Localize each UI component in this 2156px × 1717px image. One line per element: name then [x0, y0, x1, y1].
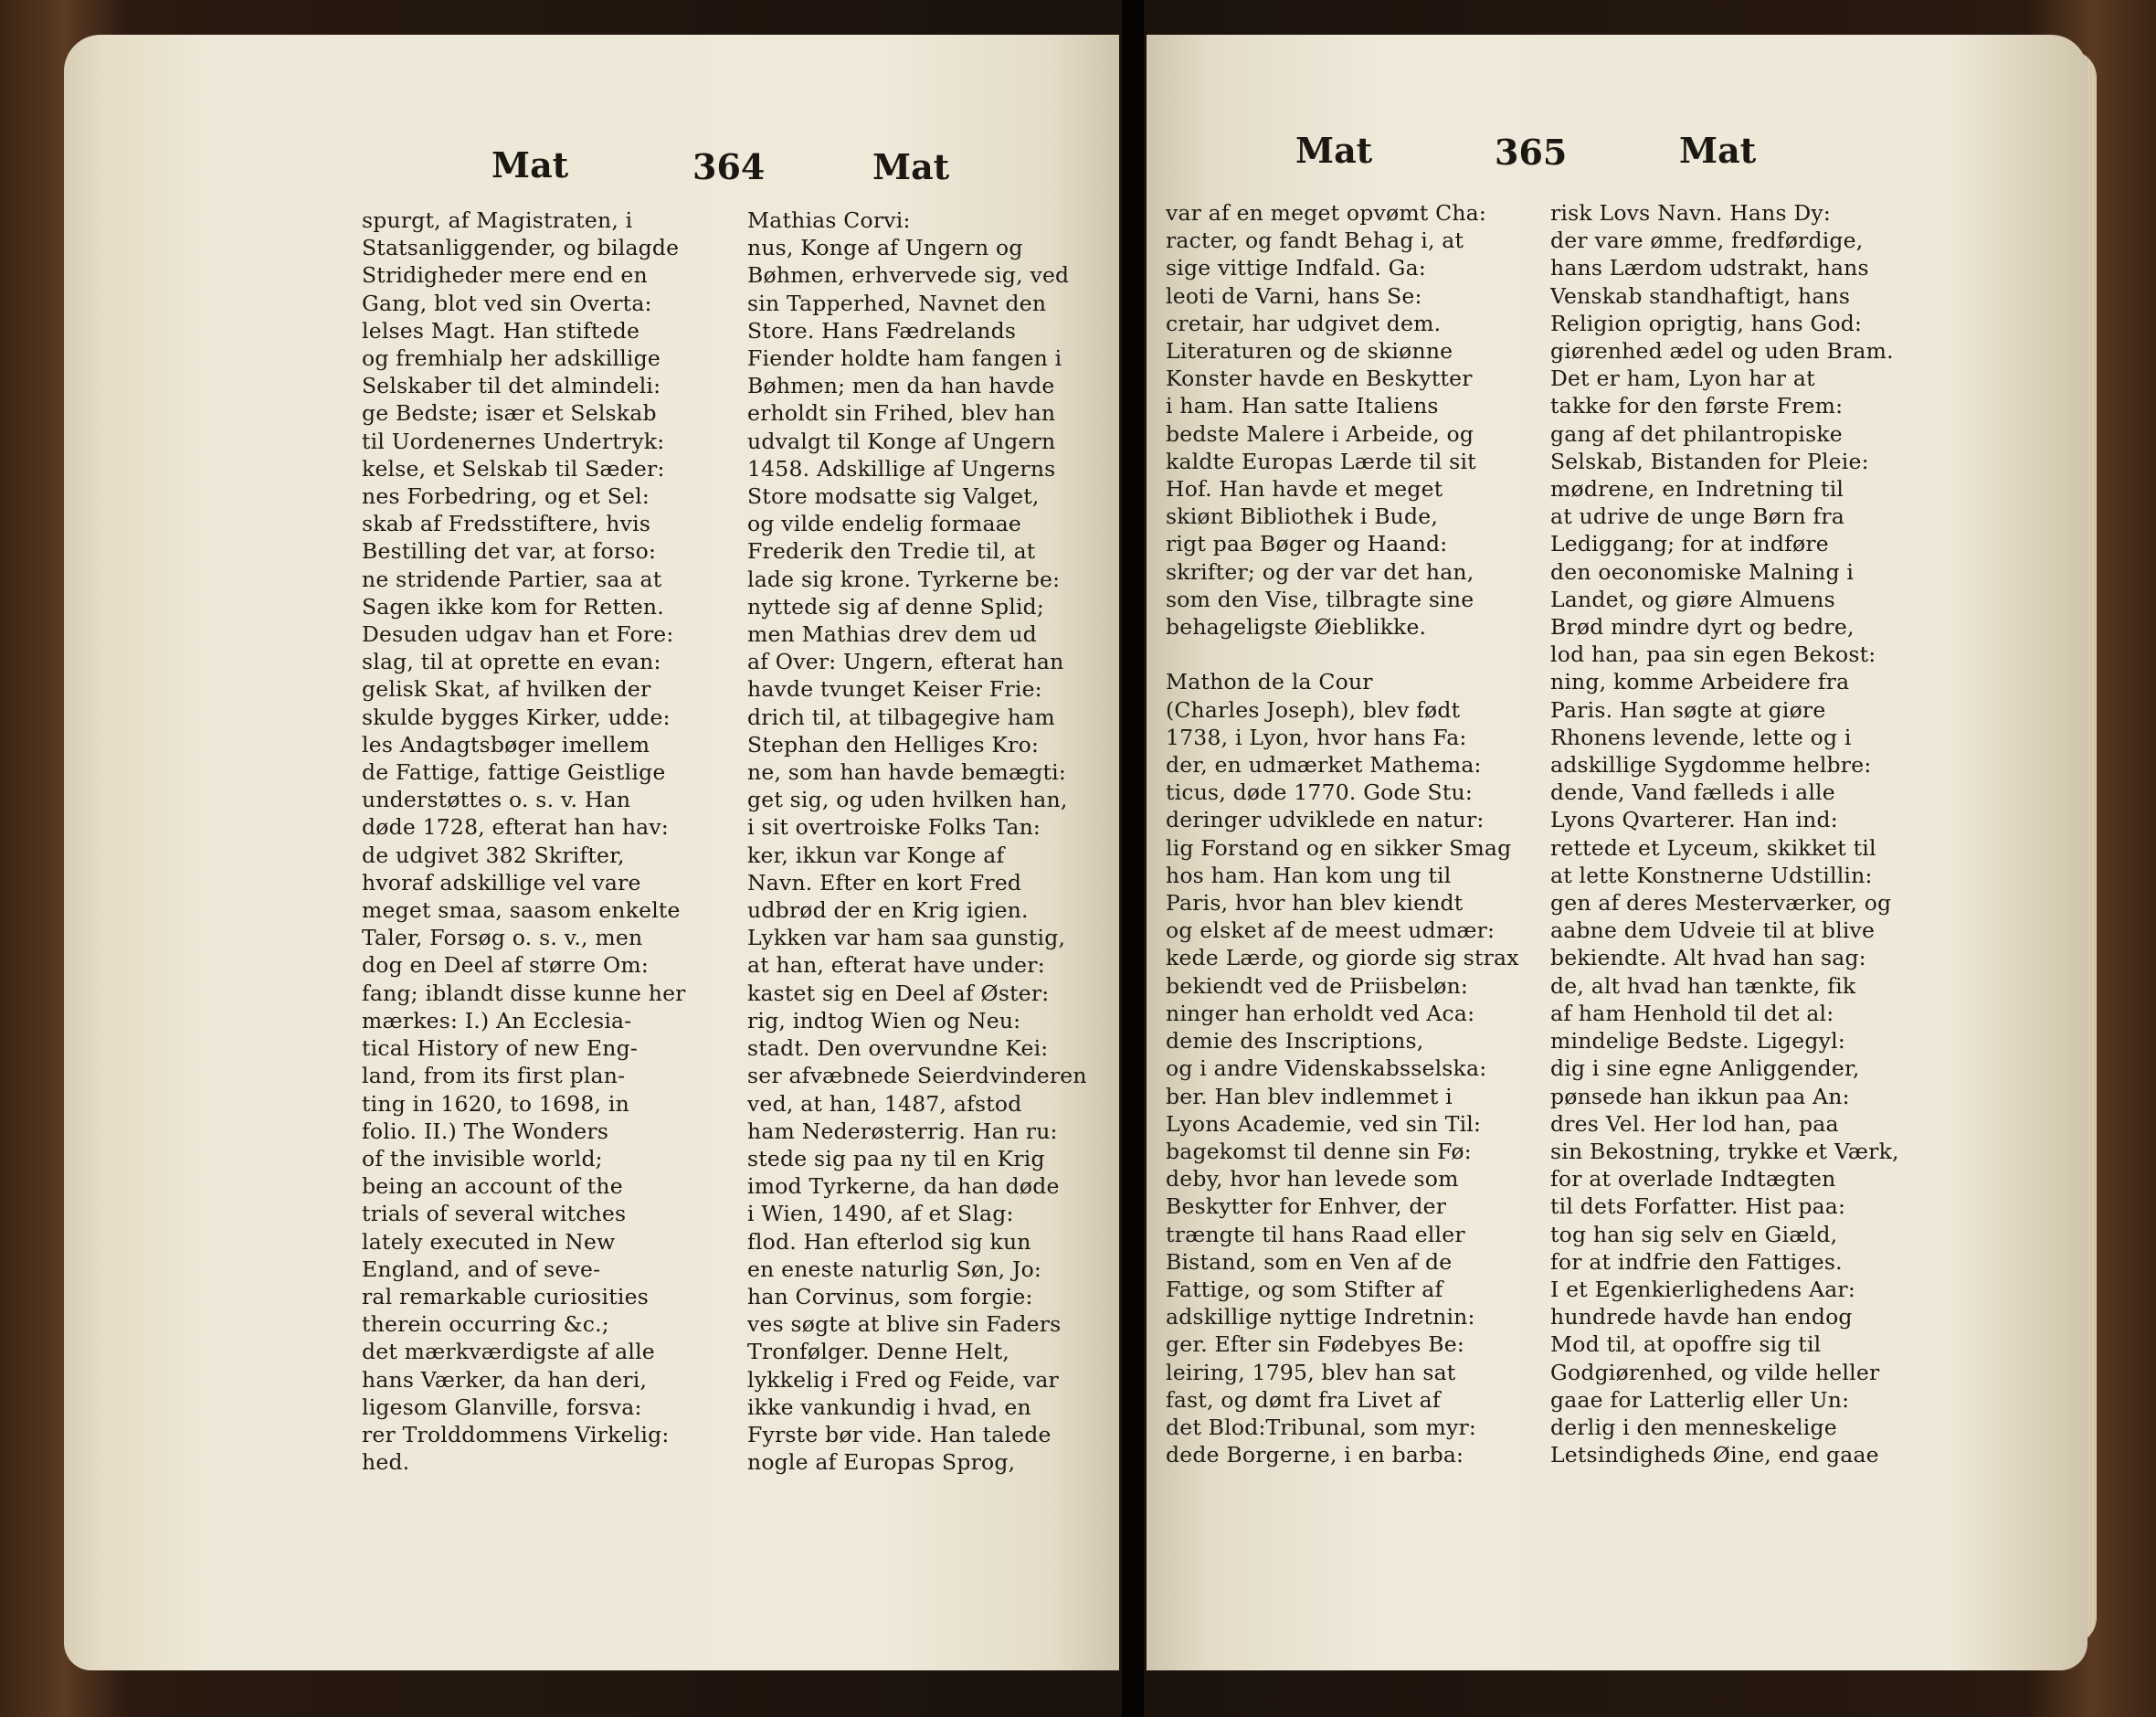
- text-line: risk Lovs Navn. Hans Dy:: [1550, 200, 1832, 226]
- text-line: nogle af Europas Sprog,: [747, 1449, 1016, 1476]
- text-line: Tronfølger. Denne Helt,: [747, 1339, 1009, 1365]
- text-line: den oeconomiske Malning i: [1550, 558, 1855, 585]
- page-number: 365: [1495, 132, 1568, 173]
- text-line: 1738, i Lyon, hvor hans Fa:: [1166, 724, 1467, 750]
- text-line: de, alt hvad han tænkte, fik: [1550, 972, 1856, 999]
- text-line: ne, som han havde bemægti:: [747, 759, 1066, 786]
- text-line: Fiender holdte ham fangen i: [747, 345, 1062, 372]
- text-line: skulde bygges Kirker, udde:: [362, 704, 671, 730]
- book-gutter: [1122, 0, 1144, 1717]
- text-line: hvoraf adskillige vel vare: [362, 869, 641, 896]
- text-line: gen af deres Mesterværker, og: [1550, 890, 1892, 917]
- text-line: lade sig krone. Tyrkerne be:: [747, 566, 1061, 592]
- text-line: Lyons Qvarterer. Han ind:: [1550, 807, 1838, 833]
- text-line: Gang, blot ved sin Overta:: [362, 290, 652, 316]
- text-line: rer Trolddommens Virkelig:: [362, 1421, 670, 1447]
- text-line: understøttes o. s. v. Han: [362, 787, 631, 813]
- text-line: og fremhialp her adskillige: [362, 345, 661, 372]
- text-line: tical History of new Eng-: [362, 1035, 638, 1062]
- text-line: kaldte Europas Lærde til sit: [1166, 448, 1476, 474]
- running-head-right-word: Mat: [872, 146, 950, 187]
- text-line: af ham Henhold til det al:: [1550, 1000, 1834, 1026]
- text-line: kede Lærde, og giorde sig strax: [1166, 945, 1519, 971]
- text-line: spurgt, af Magistraten, i: [362, 207, 633, 233]
- text-line: Mathon de la Cour: [1166, 669, 1373, 695]
- text-line: gaae for Latterlig eller Un:: [1550, 1386, 1850, 1413]
- text-line: Godgiørenhed, og vilde heller: [1550, 1359, 1880, 1385]
- text-line: dende, Vand fælleds i alle: [1550, 779, 1835, 806]
- text-line: ved, at han, 1487, afstod: [747, 1090, 1022, 1117]
- text-line: at lette Konstnerne Udstillin:: [1550, 862, 1873, 888]
- text-line: ker, ikkun var Konge af: [747, 842, 1005, 868]
- text-line: ral remarkable curiosities: [362, 1283, 649, 1309]
- text-line: de Fattige, fattige Geistlige: [362, 759, 666, 786]
- text-line: lykkelig i Fred og Feide, var: [747, 1366, 1059, 1393]
- text-line: han Corvinus, som forgie:: [747, 1283, 1033, 1309]
- text-line: meget smaa, saasom enkelte: [362, 897, 681, 924]
- text-line: drich til, at tilbagegive ham: [747, 704, 1055, 730]
- text-line: mærkes: I.) An Ecclesia-: [362, 1007, 632, 1033]
- text-line: ham Nederøsterrig. Han ru:: [747, 1118, 1058, 1144]
- text-line: I et Egenkierlighedens Aar:: [1550, 1276, 1855, 1302]
- text-line: Statsanliggender, og bilagde: [362, 235, 680, 261]
- text-line: land, from its first plan-: [362, 1063, 626, 1089]
- text-line: ves søgte at blive sin Faders: [747, 1311, 1062, 1338]
- text-line: nyttede sig af denne Splid;: [747, 593, 1045, 620]
- text-line: for at overlade Indtægten: [1550, 1166, 1836, 1192]
- text-line: Sagen ikke kom for Retten.: [362, 593, 664, 620]
- text-line: Store. Hans Fædrelands: [747, 317, 1017, 344]
- text-line: Beskytter for Enhver, der: [1166, 1193, 1447, 1220]
- text-line: skab af Fredsstiftere, hvis: [362, 511, 651, 537]
- text-line: Det er ham, Lyon har at: [1550, 366, 1815, 392]
- text-line: bedste Malere i Arbeide, og: [1166, 420, 1474, 447]
- text-line: ninger han erholdt ved Aca:: [1166, 1000, 1475, 1026]
- text-line: i ham. Han satte Italiens: [1166, 393, 1439, 419]
- text-line: Landet, og giøre Almuens: [1550, 586, 1835, 612]
- running-head-left-word: Mat: [1295, 130, 1373, 171]
- text-line: at han, efterat have under:: [747, 952, 1045, 979]
- text-line: lelses Magt. Han stiftede: [362, 317, 640, 344]
- text-line: Selskab, Bistanden for Pleie:: [1550, 448, 1869, 474]
- text-line: Selskaber til det almindeli:: [362, 373, 661, 399]
- text-line: Religion oprigtig, hans God:: [1550, 310, 1863, 336]
- text-line: var af en meget opvømt Cha:: [1166, 200, 1486, 226]
- text-line: deby, hvor han levede som: [1166, 1166, 1459, 1192]
- text-line: lod han, paa sin egen Bekost:: [1550, 641, 1876, 668]
- text-line: hundrede havde han endog: [1550, 1304, 1853, 1330]
- text-line: ber. Han blev indlemmet i: [1166, 1083, 1453, 1109]
- text-line: og elsket af de meest udmær:: [1166, 917, 1495, 944]
- text-line: les Andagtsbøger imellem: [362, 731, 650, 758]
- text-line: det Blod:Tribunal, som myr:: [1166, 1414, 1477, 1440]
- text-line: Fattige, og som Stifter af: [1166, 1276, 1443, 1302]
- text-line: takke for den første Frem:: [1550, 393, 1844, 419]
- text-line: hans Værker, da han deri,: [362, 1366, 648, 1393]
- text-line: sin Tapperhed, Navnet den: [747, 290, 1047, 316]
- text-line: Bøhmen; men da han havde: [747, 373, 1055, 399]
- text-line: behageligste Øieblikke.: [1166, 614, 1427, 641]
- text-line: stadt. Den overvundne Kei:: [747, 1035, 1049, 1062]
- text-line: Brød mindre dyrt og bedre,: [1550, 614, 1855, 641]
- text-line: for at indfrie den Fattiges.: [1550, 1248, 1843, 1275]
- text-line: mindelige Bedste. Ligegyl:: [1550, 1028, 1845, 1055]
- text-line: ligesom Glanville, forsva:: [362, 1394, 642, 1420]
- right-page-column-2: [1550, 199, 1907, 1468]
- text-line: pønsede han ikkun paa An:: [1550, 1083, 1850, 1109]
- text-line: Letsindigheds Øine, end gaae: [1550, 1442, 1879, 1468]
- text-line: Mathias Corvi:: [747, 207, 911, 233]
- text-line: aabne dem Udveie til at blive: [1550, 917, 1876, 944]
- running-head-left-word: Mat: [491, 144, 569, 185]
- text-line: ger. Efter sin Fødebyes Be:: [1166, 1331, 1464, 1358]
- text-line: bagekomst til denne sin Fø:: [1166, 1138, 1472, 1164]
- text-line: hans Lærdom udstrakt, hans: [1550, 255, 1869, 281]
- text-line: ser afvæbnede Seierdvinderen: [747, 1063, 1087, 1089]
- text-line: skrifter; og der var det han,: [1166, 558, 1474, 585]
- text-line: Paris, hvor han blev kiendt: [1166, 890, 1464, 917]
- text-line: derlig i den menneskelige: [1550, 1414, 1837, 1440]
- text-line: stede sig paa ny til en Krig: [747, 1145, 1045, 1171]
- text-line: havde tvunget Keiser Frie:: [747, 676, 1042, 703]
- text-line: til Uordenernes Undertryk:: [362, 428, 665, 454]
- text-line: Stridigheder mere end en: [362, 262, 648, 289]
- text-line: en eneste naturlig Søn, Jo:: [747, 1256, 1042, 1282]
- text-line: Stephan den Helliges Kro:: [747, 731, 1040, 758]
- text-line: gang af det philantropiske: [1550, 420, 1843, 447]
- left-page-column-2: [747, 207, 1090, 1476]
- text-line: ticus, døde 1770. Gode Stu:: [1166, 779, 1473, 806]
- text-line: Bistand, som en Ven af de: [1166, 1248, 1453, 1275]
- text-line: i sit overtroiske Folks Tan:: [747, 814, 1041, 841]
- text-line: Desuden udgav han et Fore:: [362, 621, 674, 648]
- text-line: lig Forstand og en sikker Smag: [1166, 834, 1512, 861]
- text-line: dres Vel. Her lod han, paa: [1550, 1110, 1839, 1137]
- text-line: rettede et Lyceum, skikket til: [1550, 834, 1876, 861]
- text-line: Frederik den Tredie til, at: [747, 538, 1036, 565]
- text-line: fang; iblandt disse kunne her: [362, 980, 686, 1006]
- text-line: som den Vise, tilbragte sine: [1166, 586, 1474, 612]
- text-line: Rhonens levende, lette og i: [1550, 724, 1852, 750]
- text-line: Lyons Academie, ved sin Til:: [1166, 1110, 1482, 1137]
- text-line: cretair, har udgivet dem.: [1166, 310, 1442, 336]
- text-line: imod Tyrkerne, da han døde: [747, 1173, 1060, 1200]
- text-line: til dets Forfatter. Hist paa:: [1550, 1193, 1846, 1220]
- text-line: Bøhmen, erhvervede sig, ved: [747, 262, 1070, 289]
- text-line: udbrød der en Krig igien.: [747, 897, 1029, 924]
- text-line: deringer udviklede en natur:: [1166, 807, 1485, 833]
- page-number: 364: [692, 146, 766, 187]
- text-line: rig, indtog Wien og Neu:: [747, 1007, 1021, 1033]
- text-line: leoti de Varni, hans Se:: [1166, 282, 1422, 309]
- text-line: (Charles Joseph), blev født: [1166, 696, 1461, 723]
- text-line: Hof. Han havde et meget: [1166, 476, 1443, 503]
- text-line: racter, og fandt Behag i, at: [1166, 228, 1464, 254]
- text-line: rigt paa Bøger og Haand:: [1166, 531, 1448, 557]
- text-line: sige vittige Indfald. Ga:: [1166, 255, 1426, 281]
- text-line: døde 1728, efterat han hav:: [362, 814, 669, 841]
- text-line: bekiendt ved de Priisbeløn:: [1166, 972, 1469, 999]
- text-line: nes Forbedring, og et Sel:: [362, 483, 650, 510]
- text-line: adskillige Sygdomme helbre:: [1550, 752, 1872, 779]
- text-line: i Wien, 1490, af et Slag:: [747, 1201, 1014, 1227]
- text-line: og i andre Videnskabsselska:: [1166, 1055, 1487, 1082]
- text-line: giørenhed ædel og uden Bram.: [1550, 338, 1894, 365]
- text-line: slag, til at oprette en evan:: [362, 649, 661, 675]
- text-line: folio. II.) The Wonders: [362, 1118, 609, 1144]
- text-line: flod. Han efterlod sig kun: [747, 1228, 1031, 1255]
- text-line: fast, og dømt fra Livet af: [1166, 1386, 1441, 1413]
- text-line: demie des Inscriptions,: [1166, 1028, 1424, 1055]
- text-line: ting in 1620, to 1698, in: [362, 1090, 629, 1117]
- text-line: udvalgt til Konge af Ungern: [747, 428, 1056, 454]
- text-line: 1458. Adskillige af Ungerns: [747, 455, 1056, 482]
- text-line: England, and of seve-: [362, 1256, 601, 1282]
- text-line: dede Borgerne, i en barba:: [1166, 1442, 1464, 1468]
- text-line: of the invisible world;: [362, 1145, 603, 1171]
- text-line: af Over: Ungern, efterat han: [747, 649, 1064, 675]
- text-line: ikke vankundig i hvad, en: [747, 1394, 1031, 1420]
- text-line: [1166, 641, 1520, 668]
- text-line: de udgivet 382 Skrifter,: [362, 842, 625, 868]
- text-line: erholdt sin Frihed, blev han: [747, 400, 1056, 427]
- text-line: dog en Deel af større Om:: [362, 952, 649, 979]
- text-line: der vare ømme, fredførdige,: [1550, 228, 1864, 254]
- text-line: Store modsatte sig Valget,: [747, 483, 1040, 510]
- text-line: Literaturen og de skiønne: [1166, 338, 1453, 365]
- text-line: Fyrste bør vide. Han talede: [747, 1421, 1052, 1447]
- text-line: skiønt Bibliothek i Bude,: [1166, 503, 1439, 530]
- text-line: tog han sig selv en Giæld,: [1550, 1221, 1838, 1247]
- text-line: Mod til, at opoffre sig til: [1550, 1331, 1822, 1358]
- text-line: adskillige nyttige Indretnin:: [1166, 1304, 1475, 1330]
- text-line: lately executed in New: [362, 1228, 616, 1255]
- text-line: ne stridende Partier, saa at: [362, 566, 662, 592]
- text-line: bekiendte. Alt hvad han sag:: [1550, 945, 1866, 971]
- text-line: at udrive de unge Børn fra: [1550, 503, 1845, 530]
- text-line: ning, komme Arbeidere fra: [1550, 669, 1850, 695]
- text-line: Lediggang; for at indføre: [1550, 531, 1829, 557]
- text-line: nus, Konge af Ungern og: [747, 235, 1023, 261]
- text-line: gelisk Skat, af hvilken der: [362, 676, 651, 703]
- text-line: hed.: [362, 1449, 410, 1476]
- text-line: sin Bekostning, trykke et Værk,: [1550, 1138, 1899, 1164]
- text-line: Bestilling det var, at forso:: [362, 538, 657, 565]
- text-line: kelse, et Selskab til Sæder:: [362, 455, 665, 482]
- text-line: Paris. Han søgte at giøre: [1550, 696, 1826, 723]
- text-line: Taler, Forsøg o. s. v., men: [362, 925, 643, 951]
- text-line: Venskab standhaftigt, hans: [1550, 282, 1851, 309]
- text-line: trials of several witches: [362, 1201, 627, 1227]
- left-page-column-1: [362, 207, 713, 1476]
- text-line: trængte til hans Raad eller: [1166, 1221, 1465, 1247]
- text-line: hos ham. Han kom ung til: [1166, 862, 1452, 888]
- text-line: der, en udmærket Mathema:: [1166, 752, 1482, 779]
- right-page-column-1: [1166, 199, 1520, 1468]
- text-line: Konster havde en Beskytter: [1166, 366, 1473, 392]
- text-line: therein occurring &c.;: [362, 1311, 609, 1338]
- text-line: men Mathias drev dem ud: [747, 621, 1037, 648]
- text-line: Lykken var ham saa gunstig,: [747, 925, 1066, 951]
- text-line: get sig, og uden hvilken han,: [747, 787, 1068, 813]
- text-line: det mærkværdigste af alle: [362, 1339, 655, 1365]
- text-line: kastet sig en Deel af Øster:: [747, 980, 1050, 1006]
- text-line: dig i sine egne Anliggender,: [1550, 1055, 1860, 1082]
- running-head-right-word: Mat: [1679, 130, 1757, 171]
- text-line: leiring, 1795, blev han sat: [1166, 1359, 1456, 1385]
- text-line: Navn. Efter en kort Fred: [747, 869, 1022, 896]
- text-line: mødrene, en Indretning til: [1550, 476, 1844, 503]
- text-line: og vilde endelig formaae: [747, 511, 1022, 537]
- text-line: ge Bedste; især et Selskab: [362, 400, 657, 427]
- text-line: being an account of the: [362, 1173, 623, 1200]
